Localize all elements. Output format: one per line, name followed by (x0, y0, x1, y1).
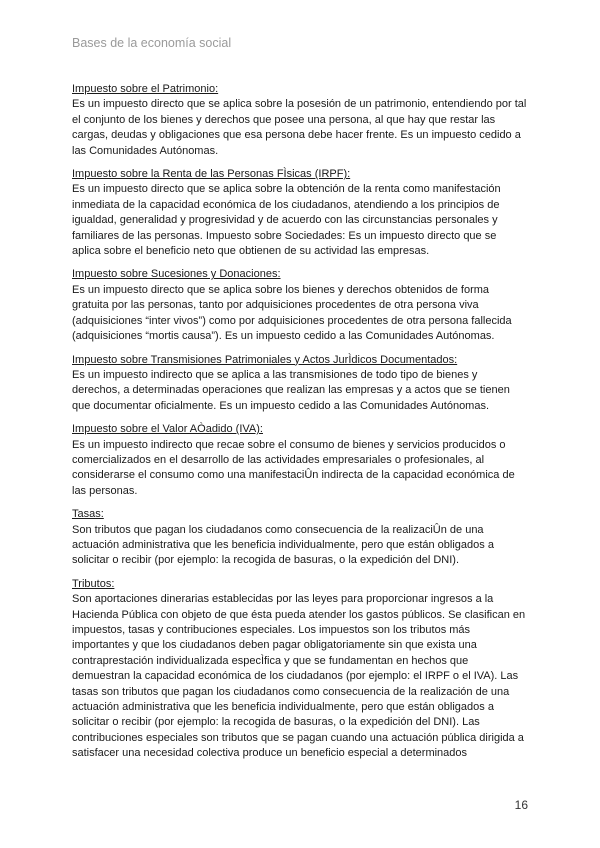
section-body: Son aportaciones dinerarias establecidas por las leyes para proporcionar ingresos a la Hacienda Pública con objeto de que ésta pueda atender los gastos públicos. Se clasifican en impuestos, tasas y contribuciones especiales. Los impuestos son los tributos más importantes y que los ciudadanos deben pagar obligatoriamente sin que exista una contraprestación individualizada especÌfica y que se fundamentan en hechos que demuestran la capacidad económica de los ciudadanos (por ejemplo: el IRPF o el IVA). Las tasas son tributos que pagan los ciudadanos como consecuencia de la realización de una actuación administrativa que les beneficia individualmente, pero que están obligados a solicitar o recibir (por ejemplo: la recogida de basuras, o la expedición del DNI). Las contribuciones especiales son tributos que se pagan cuando una actuación pública dirigida a satisfacer una necesidad colectiva produce un beneficio especial a determinados (72, 593, 526, 760)
section-title: Impuesto sobre la Renta de las Personas FÌsicas (IRPF): (72, 168, 351, 181)
section-title: Impuesto sobre Transmisiones Patrimoniales y Actos JurÌdicos Documentados: (72, 353, 458, 366)
section-body: Es un impuesto directo que se aplica sobre la posesión de un patrimonio, entendiendo por tal el conjunto de los bienes y derechos que posee una persona, al que hay que restar las cargas, deudas y obligaciones que esa persona debe hacer frente. Es un impuesto cedido a las Comunidades Autónomas. (72, 98, 527, 157)
document-body (72, 82, 528, 770)
section-transmisiones-patrimoniales (72, 353, 528, 415)
section-body: Es un impuesto directo que se aplica sobre los bienes y derechos obtenidos de forma gratuita por las personas, tanto por adquisiciones procedentes de otra persona viva (adquisiciones “inter vivos”) como por adquisiciones procedentes de otra persona fallecida (adquisiciones “mortis causa”). Es un impuesto cedido a las Comunidades Autónomas. (72, 283, 512, 343)
section-title: Impuesto sobre el Patrimonio: (72, 83, 219, 95)
page-number: 16 (514, 798, 528, 812)
section-iva (72, 422, 528, 499)
section-title: Tributos: (72, 577, 115, 590)
section-title: Impuesto sobre el Valor AÒadido (IVA): (72, 423, 263, 436)
section-irpf (72, 167, 528, 259)
section-body: Es un impuesto indirecto que se aplica a las transmisiones de todo tipo de bienes y derechos, a determinadas operaciones que realizan las empresas y a actos que se tienen que documentar oficialmente. Es un impuesto cedido a las Comunidades Autónomas. (72, 368, 510, 412)
section-tributos (72, 577, 528, 762)
section-body: Son tributos que pagan los ciudadanos como consecuencia de la realizaciÛn de una actuación administrativa que les beneficia individualmente, pero que están obligados a solicitar o recibir (por ejemplo: la recogida de basuras, o la expedición del DNI). (72, 523, 494, 567)
running-header: Bases de la economía social (72, 36, 232, 50)
section-title: Impuesto sobre Sucesiones y Donaciones: (72, 268, 281, 281)
section-title: Tasas: (72, 508, 104, 521)
section-body: Es un impuesto indirecto que recae sobre el consumo de bienes y servicios producidos o comercializados en el desarrollo de las actividades empresariales o profesionales, al considerarse el consumo como una manifestaciÛn indirecta de la capacidad económica de las personas. (72, 438, 515, 497)
section-body: Es un impuesto directo que se aplica sobre la obtención de la renta como manifestación inmediata de la capacidad económica de los ciudadanos, atendiendo a los principios de igualdad, generalidad y progresividad y de acuerdo con las circunstancias personales y familiares de las personas. Impuesto sobre Sociedades: Es un impuesto directo que se aplica sobre el beneficio neto que obtienen de su actividad las empresas. (72, 183, 501, 258)
section-tasas (72, 507, 528, 569)
section-impuesto-patrimonio (72, 82, 528, 159)
section-sucesiones-donaciones (72, 267, 528, 344)
